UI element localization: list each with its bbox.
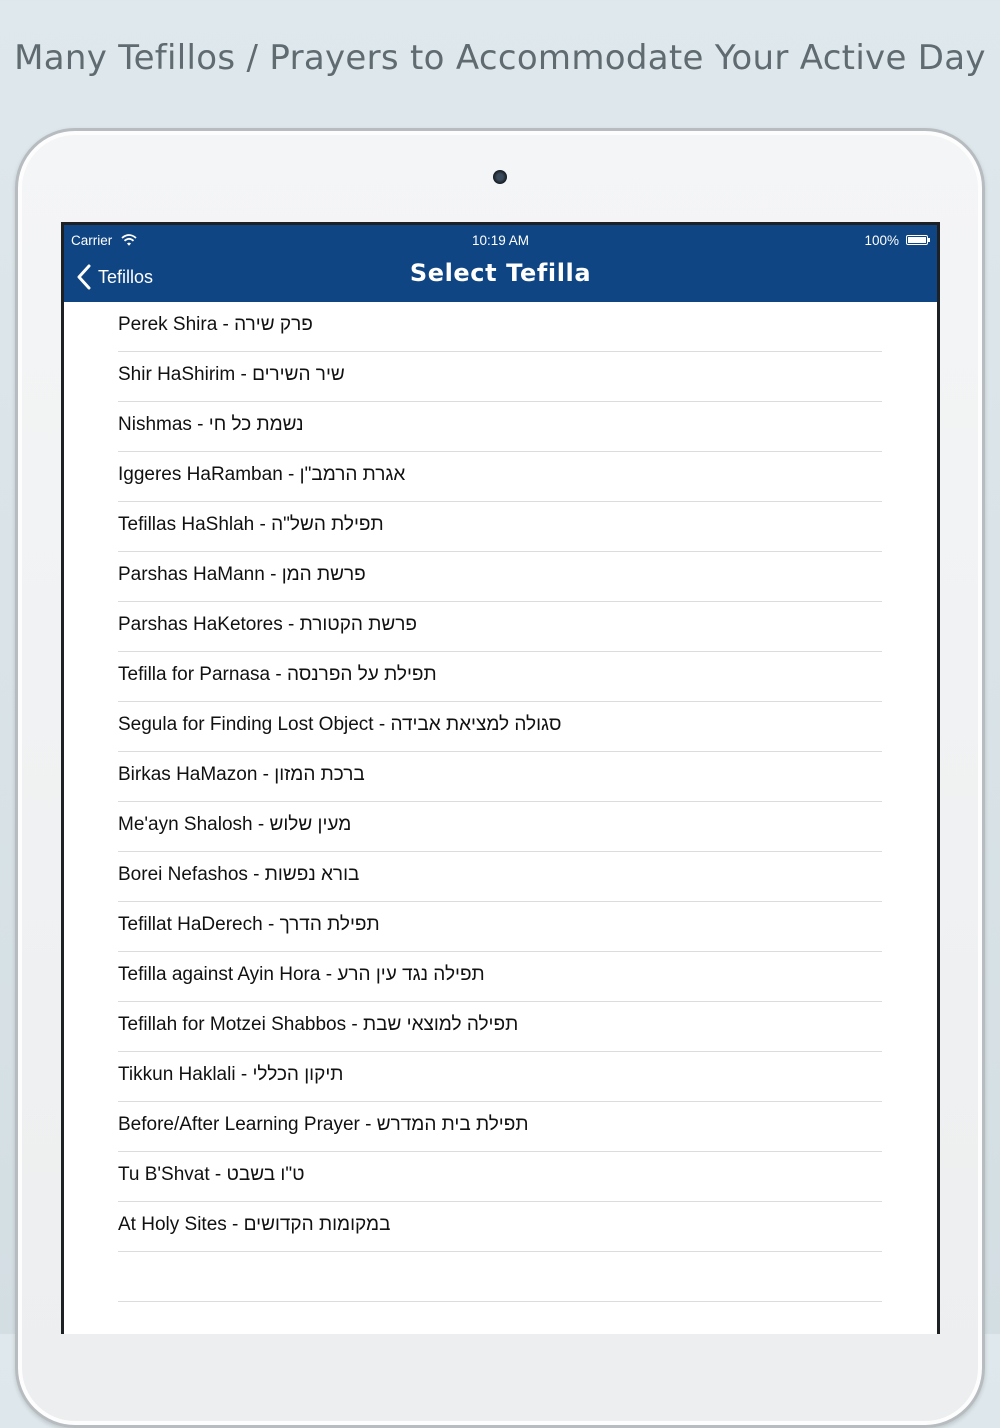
list-item-label: Perek Shira - פרק שירה <box>118 314 313 335</box>
list-item-cell <box>118 952 882 1002</box>
list-item-cell <box>118 852 882 902</box>
list-item-label: Tu B'Shvat - ט"ו בשבט <box>118 1164 305 1185</box>
list-item[interactable] <box>64 1252 937 1302</box>
list-item-label: At Holy Sites - במקומות הקדושים <box>118 1214 391 1235</box>
app-screen <box>61 222 940 1334</box>
list-item[interactable] <box>64 752 937 802</box>
navigation-bar <box>64 225 937 302</box>
list-item-label: Tefillah for Motzei Shabbos - תפילה למוצאי שבת <box>118 1014 519 1035</box>
list-item[interactable] <box>64 702 937 752</box>
page-title: Select Tefilla <box>409 259 592 287</box>
status-time: 10:19 AM <box>471 233 530 248</box>
list-item-cell <box>118 402 882 452</box>
list-item[interactable] <box>64 1052 937 1102</box>
list-item-cell <box>118 1002 882 1052</box>
list-item-cell <box>118 752 882 802</box>
list-item-cell <box>118 552 882 602</box>
list-item[interactable] <box>64 852 937 902</box>
list-item-label: Parshas HaKetores - פרשת הקטורת <box>118 614 417 635</box>
list-item-label: Birkas HaMazon - ברכת המזון <box>118 764 365 785</box>
list-item-cell <box>118 302 882 352</box>
list-item-label: Shir HaShirim - שיר השירים <box>118 364 345 385</box>
list-item[interactable] <box>64 452 937 502</box>
list-item-cell <box>118 652 882 702</box>
list-item[interactable] <box>64 1152 937 1202</box>
list-item-label: Segula for Finding Lost Object - סגולה למציאת אבידה <box>118 714 562 735</box>
list-item-cell <box>118 702 882 752</box>
list-item-cell <box>118 1052 882 1102</box>
list-item-cell <box>118 352 882 402</box>
list-item-label: Tefilla against Ayin Hora - תפילה נגד עין הרע <box>118 964 485 985</box>
list-item[interactable] <box>64 552 937 602</box>
list-item[interactable] <box>64 1102 937 1152</box>
list-item[interactable] <box>64 1002 937 1052</box>
list-item-label: Before/After Learning Prayer - תפילת בית המדרש <box>118 1114 529 1135</box>
list-item-cell <box>118 1152 882 1202</box>
camera-icon <box>493 170 507 184</box>
list-item-label: Borei Nefashos - בורא נפשות <box>118 864 360 885</box>
list-item-label: Nishmas - נשמת כל חי <box>118 414 304 435</box>
list-item-label: Tikkun Haklali - תיקון הכללי <box>118 1064 344 1085</box>
list-item[interactable] <box>64 802 937 852</box>
status-bar <box>64 231 937 251</box>
battery-icon <box>906 235 928 245</box>
list-item[interactable] <box>64 952 937 1002</box>
list-item-label: Iggeres HaRamban - אגרת הרמב"ן <box>118 464 406 485</box>
tefilla-list <box>64 302 937 1302</box>
list-item-cell <box>118 602 882 652</box>
list-item[interactable] <box>64 902 937 952</box>
list-item-label: Tefillas HaShlah - תפילת השל"ה <box>118 514 384 535</box>
list-item-cell <box>118 1202 882 1252</box>
list-item-label: Me'ayn Shalosh - מעין שלוש <box>118 814 352 835</box>
list-item-label: Tefillat HaDerech - תפילת הדרך <box>118 914 380 935</box>
list-item-cell <box>118 802 882 852</box>
list-item-label: Parshas HaMann - פרשת המן <box>118 564 366 585</box>
list-item[interactable] <box>64 402 937 452</box>
list-item[interactable] <box>64 302 937 352</box>
list-item-cell <box>118 452 882 502</box>
list-item[interactable] <box>64 502 937 552</box>
list-item-cell <box>118 1102 882 1152</box>
promo-headline: Many Tefillos / Prayers to Accommodate Your Active Day <box>14 38 986 78</box>
list-item-cell <box>118 502 882 552</box>
list-item[interactable] <box>64 652 937 702</box>
list-item[interactable] <box>64 1202 937 1252</box>
list-item-cell <box>118 902 882 952</box>
list-item-label: Tefilla for Parnasa - תפילת על הפרנסה <box>118 664 437 685</box>
list-item[interactable] <box>64 352 937 402</box>
back-button-label: Tefillos <box>98 266 154 287</box>
list-item-cell <box>118 1252 882 1302</box>
list-item[interactable] <box>64 602 937 652</box>
battery-percent: 100% <box>864 233 899 248</box>
carrier-label: Carrier <box>71 233 113 248</box>
